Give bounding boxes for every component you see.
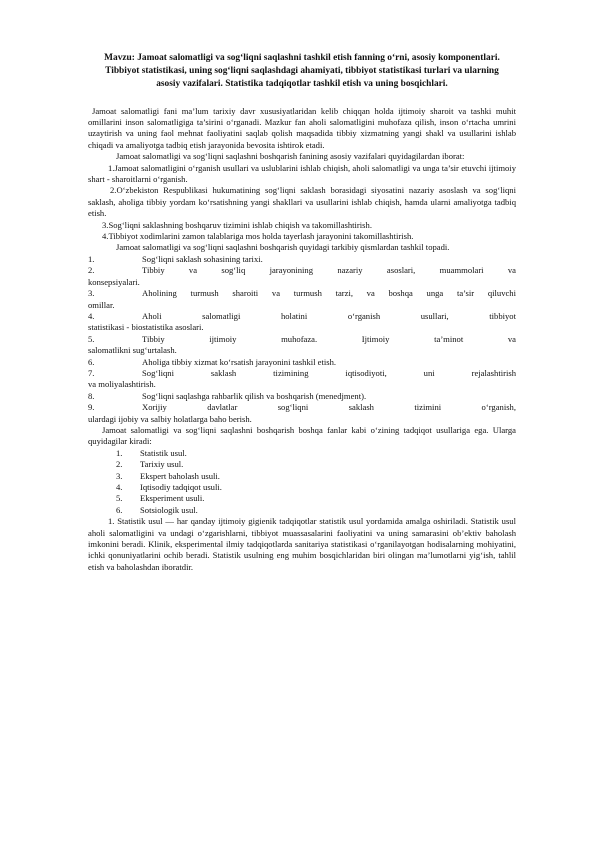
item-number: 6. [116, 504, 123, 515]
list-item [88, 402, 516, 425]
item-text: Statistik usul. [140, 447, 187, 458]
task-item-3: 3.Sog‘liqni saklashning boshqaruv tizimini ishlab chiqish va takomillashtirish. [102, 219, 372, 230]
list-item [88, 368, 516, 391]
item-text: Ekspert baholash usuli. [140, 470, 220, 481]
item-continuation: omillar. [88, 299, 115, 310]
task-item-1: 1.Jamoat salomatligini o‘rganish usullari va uslublarini ishlab chiqish, aholi salomatligi va unga ta’sir etuvchi ijtimoiy shart - sharoitlarni o‘rganish. [88, 162, 516, 185]
tasks-intro-paragraph: Jamoat salomatligi va sog‘liqni saqlashni boshqarish fanining asosiy vazifalari quyidagilardan iborat: [116, 151, 465, 162]
item-number: 4. [88, 310, 95, 321]
item-number: 6. [88, 356, 95, 367]
item-continuation: salomatlikni sug‘urtalash. [88, 345, 177, 356]
item-number: 1. [116, 447, 123, 458]
item-text: Sog‘liqni saklash sohasining tarixi. [142, 253, 263, 264]
list-item [116, 459, 516, 470]
item-number: 2. [116, 459, 123, 470]
item-continuation: ulardagi ijobiy va salbiy holatlarga baho berish. [88, 413, 252, 424]
item-text: Sog‘liqni saklash tizimining iqtisodiyoti, uni rejalashtirish [142, 367, 516, 378]
item-continuation: statistikasi - biostatistika asoslari. [88, 322, 204, 333]
item-text: Sog‘liqni saqlashga rahbarlik qilish va boshqarish (menedjment). [142, 390, 367, 401]
item-number: 9. [88, 402, 95, 413]
list-item [88, 265, 516, 288]
intro-paragraph: Jamoat salomatligi fani ma’lum tarixiy davr xususiyatlaridan kelib chiqqan holda ijtimoiy sharoit va tashki muhit omillarini inson salomatligiga ta’sirini o‘rganadi. Mazkur fan aholi salomatligini muhofaza qilish, inson o‘rtacha umrini uzaytirish va uning faol mehnat faoliyatini saqlab qolish maqsadida tibbiy xizmatning yangi shakl va usullarini ishlab chiqadi va amaliyotga tadbiq etish jarayonida bevosita ishtirok etadi. [88, 105, 516, 150]
item-number: 1. [88, 253, 95, 264]
list-item [88, 391, 516, 402]
list-item [88, 357, 516, 368]
item-number: 8. [88, 390, 95, 401]
task-item-2: 2.O‘zbekiston Respublikasi hukumatining sog‘liqni saklash borasidagi siyosatini nazariy asoslash va sog‘liqni saklash, aholiga tibbiy yordam ko‘rsatishning yangi shakllari va usullarini ishlab chiqish, hamda ularni amaliyotga tadbiq etish. [88, 185, 516, 219]
item-number: 5. [116, 493, 123, 504]
item-text: Tarixiy usul. [140, 459, 184, 470]
item-text: Tibbiy ijtimoiy muhofaza. Ijtimoiy ta’minot va [142, 333, 516, 344]
list-item [88, 311, 516, 334]
list-item [116, 505, 516, 516]
list-item [88, 288, 516, 311]
statistical-method-paragraph: 1. Statistik usul — har qanday ijtimoiy gigienik tadqiqotlar statistik usul yordamida amalga oshiriladi. Statistik usul aholi salomatligini va undagi o‘zgarishlarni, tibbiyot muassasalarini faoliyatini va uning samarasini ob’ektiv baholash imkonini beradi. Klinik, eksperimental ilmiy tadqiqotlarda sanitariya statistikasi o‘rganilayotgan hodisalarning mohiyatini, ichki qonuniyatlarini ochib beradi. Statistik usulning eng muhim bosqichlaridan biri olingan ma’lumotlarni yig‘ish, tahlil etish va baholashdan iboratdir. [88, 516, 516, 572]
item-text: Aholiga tibbiy xizmat ko‘rsatish jarayonini tashkil etish. [142, 356, 337, 367]
list-item [116, 448, 516, 459]
item-number: 3. [116, 470, 123, 481]
item-text: Iqtisodiy tadqiqot usuli. [140, 482, 222, 493]
item-text: Xorijiy davlatlar sog‘liqni saklash tizimini o‘rganish, [142, 402, 516, 413]
item-number: 3. [88, 288, 95, 299]
list-item [116, 482, 516, 493]
item-text: Aholi salomatligi holatini o‘rganish usullari, tibbiyot [142, 310, 516, 321]
document-title: Mavzu: Jamoat salomatligi va sog‘liqni saqlashni tashkil etish fanning o‘rni, asosiy komponentlari. Tibbiyot statistikasi, uning sog‘liqni saqlashdagi ahamiyati, tibbiyot statistikasi turlari va ularning asosiy vazifalari. Statistika tadqiqotlar tashkil etish va uning bosqichlari. [104, 53, 500, 90]
item-continuation: va moliyalashtirish. [88, 379, 156, 390]
task-item-4: 4.Tibbiyot xodimlarini zamon talablariga mos holda tayerlash jarayonini takomillashtirish. [102, 231, 414, 242]
item-number: 5. [88, 333, 95, 344]
document-page [88, 52, 516, 573]
methods-intro-paragraph: Jamoat salomatligi va sog‘liqni saqlashni boshqarish boshqa fanlar kabi o‘zining tadqiqot usullariga ega. Ularga quyidagilar kiradi: [88, 424, 516, 447]
item-text: Sotsiologik usul. [140, 504, 198, 515]
components-intro-paragraph: Jamoat salomatligi va sog‘liqni saqlashni boshqarish quyidagi tarkibiy qismlardan tashkil topadi. [116, 242, 450, 253]
item-number: 2. [88, 265, 95, 276]
item-text: Aholining turmush sharoiti va turmush tarzi, va boshqa unga ta’sir qiluvchi [142, 288, 516, 299]
item-text: Tibbiy va sog‘liq jarayonining nazariy asoslari, muammolari va [142, 265, 516, 276]
list-item [88, 254, 516, 265]
item-number: 7. [88, 367, 95, 378]
list-item [116, 493, 516, 504]
list-item [116, 471, 516, 482]
components-list [88, 254, 516, 425]
list-item [88, 334, 516, 357]
item-continuation: konsepsiyalari. [88, 276, 140, 287]
item-text: Eksperiment usuli. [140, 493, 205, 504]
methods-list [116, 448, 516, 516]
item-number: 4. [116, 482, 123, 493]
